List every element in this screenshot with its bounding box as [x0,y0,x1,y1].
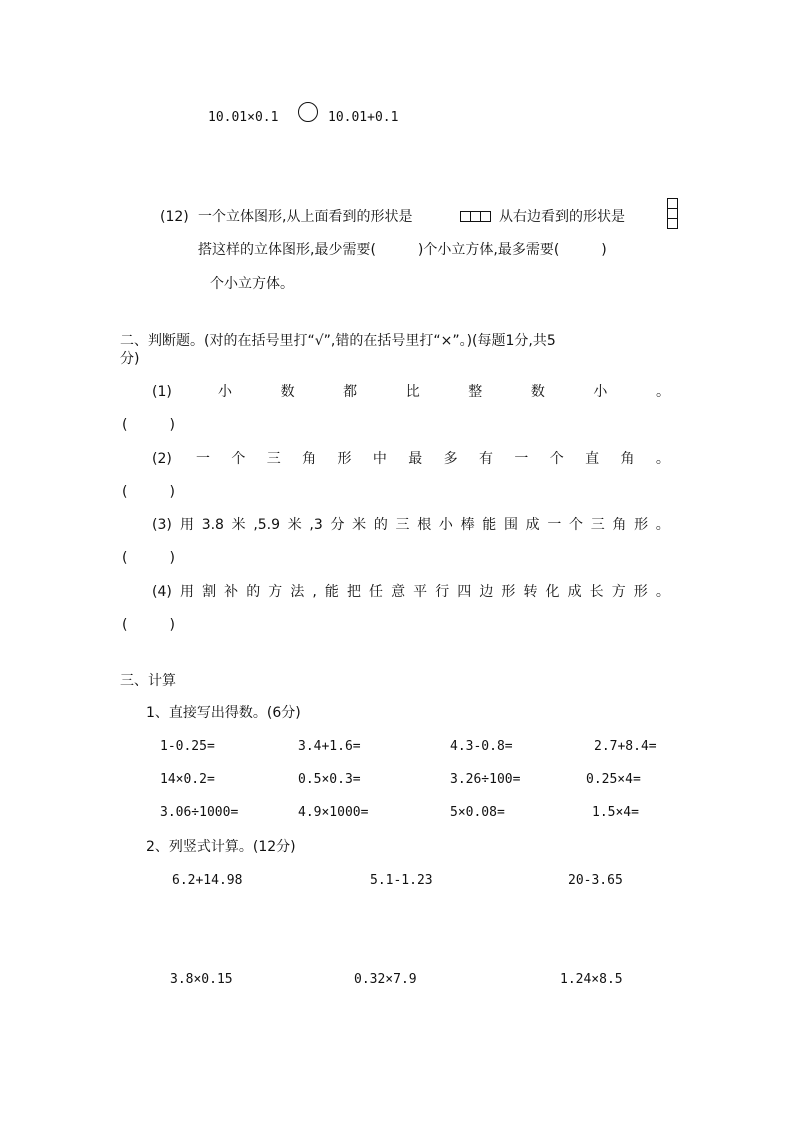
judge-2-answer-paren[interactable]: ( ) [122,484,175,500]
calc-r3-c1: 3.06÷1000= [160,805,239,820]
calc-r2-c1: 14×0.2= [160,772,215,787]
statement-char: 中 [372,451,387,467]
judge-3-statement [180,516,670,534]
calc-r1-c4: 2.7+8.4= [594,739,657,754]
compare-circle-blank[interactable] [298,102,318,122]
statement-char: 形 [634,517,649,533]
section2-heading-wrap: 分) [120,351,140,367]
statement-char: 个 [549,451,564,467]
judge-4-answer-paren[interactable]: ( ) [122,617,175,633]
statement-char: 数 [530,384,545,400]
judge-4-statement [180,583,670,601]
statement-char: 3.8 [201,517,224,533]
calc-r2-c4: 0.25×4= [586,772,641,787]
statement-char: 用 [180,584,194,600]
statement-char: 有 [479,451,493,467]
judge-1-number: (1) [152,384,172,400]
judge-3-number: (3) [152,517,172,533]
calc-r1-c1: 1-0.25= [160,739,215,754]
vertical-calc-5: 0.32×7.9 [354,972,417,987]
statement-char: 小 [438,517,453,533]
statement-char: 分 [330,517,345,533]
statement-char: 成 [567,584,582,600]
statement-char: ,5.9 [253,517,281,533]
judge-2-number: (2) [152,451,172,467]
calc-r1-c3: 4.3-0.8= [450,739,513,754]
statement-char: 。 [655,451,670,467]
statement-char: 的 [373,517,388,533]
statement-char: 用 [180,517,194,533]
statement-char: 的 [246,584,261,600]
statement-char: 数 [280,384,295,400]
top-view-figure [460,211,491,222]
statement-char: 能 [482,517,497,533]
statement-char: 米 [287,517,302,533]
statement-char: 形 [633,584,648,600]
q12-line2: 搭这样的立体图形,最少需要( )个小立方体,最多需要( ) [198,242,607,258]
statement-char: 。 [655,517,670,533]
statement-char: 一 [514,451,529,467]
statement-char: 把 [346,584,361,600]
statement-char: 意 [391,584,406,600]
calc-r3-c4: 1.5×4= [592,805,639,820]
calc-r3-c2: 4.9×1000= [298,805,369,820]
statement-char: 棒 [460,517,475,533]
statement-char: 多 [443,451,458,467]
statement-char: 角 [620,451,635,467]
judge-4-number: (4) [152,584,172,600]
statement-char: 米 [352,517,367,533]
statement-char: 能 [324,584,339,600]
compare-left-expression: 10.01×0.1 [208,110,279,125]
statement-char: 比 [405,384,420,400]
statement-char: 三 [395,517,410,533]
vertical-calc-6: 1.24×8.5 [560,972,623,987]
statement-char: 个 [569,517,584,533]
q12-number: (12) [160,209,189,225]
statement-char: 最 [408,451,423,467]
statement-char: 长 [589,584,604,600]
q12-line3: 个小立方体。 [210,276,294,292]
statement-char: , [312,584,317,600]
statement-char: 方 [268,584,283,600]
part1-title: 1、直接写出得数。(6分) [146,705,301,721]
statement-char: 行 [435,584,450,600]
judge-2-statement [196,450,670,468]
statement-char: 角 [302,451,317,467]
q12-line1-a: 一个立体图形,从上面看到的形状是 [198,209,413,225]
statement-char: 方 [611,584,626,600]
statement-char: 任 [369,584,384,600]
statement-char: 三 [266,451,281,467]
calc-r2-c3: 3.26÷100= [450,772,521,787]
statement-char: 化 [545,584,560,600]
statement-char: 围 [503,517,518,533]
vertical-calc-4: 3.8×0.15 [170,972,233,987]
vertical-calc-1: 6.2+14.98 [172,873,243,888]
statement-char: 三 [590,517,605,533]
statement-char: 转 [523,584,538,600]
judge-3-answer-paren[interactable]: ( ) [122,550,175,566]
part2-title: 2、列竖式计算。(12分) [146,839,296,855]
statement-char: 角 [612,517,627,533]
section2-heading: 二、判断题。(对的在括号里打“√”,错的在括号里打“×”。)(每题1分,共5 [120,333,556,349]
q12-line1-b: 从右边看到的形状是 [499,209,625,225]
statement-char: 一 [547,517,562,533]
calc-r1-c2: 3.4+1.6= [298,739,361,754]
statement-char: 边 [479,584,494,600]
statement-char: 小 [593,384,608,400]
statement-char: 根 [417,517,432,533]
statement-char: 成 [525,517,540,533]
statement-char: 补 [224,584,239,600]
statement-char: ,3 [309,517,323,533]
judge-1-answer-paren[interactable]: ( ) [122,417,175,433]
section3-heading: 三、计算 [120,673,176,689]
vertical-calc-2: 5.1-1.23 [370,873,433,888]
statement-char: 米 [231,517,246,533]
statement-char: 整 [468,384,483,400]
judge-1-statement [218,383,670,401]
statement-char: 形 [337,451,352,467]
statement-char: 一 [196,451,210,467]
statement-char: 直 [585,451,600,467]
vertical-calc-3: 20-3.65 [568,873,623,888]
statement-char: 割 [202,584,217,600]
statement-char: 小 [218,384,232,400]
compare-right-expression: 10.01+0.1 [328,110,399,125]
calc-r3-c3: 5×0.08= [450,805,505,820]
statement-char: 都 [343,384,358,400]
statement-char: 个 [231,451,246,467]
statement-char: 。 [655,584,670,600]
right-view-figure [667,198,678,229]
statement-char: 四 [457,584,472,600]
statement-char: 。 [655,384,670,400]
statement-char: 形 [501,584,516,600]
statement-char: 平 [413,584,428,600]
calc-r2-c2: 0.5×0.3= [298,772,361,787]
statement-char: 法 [290,584,305,600]
